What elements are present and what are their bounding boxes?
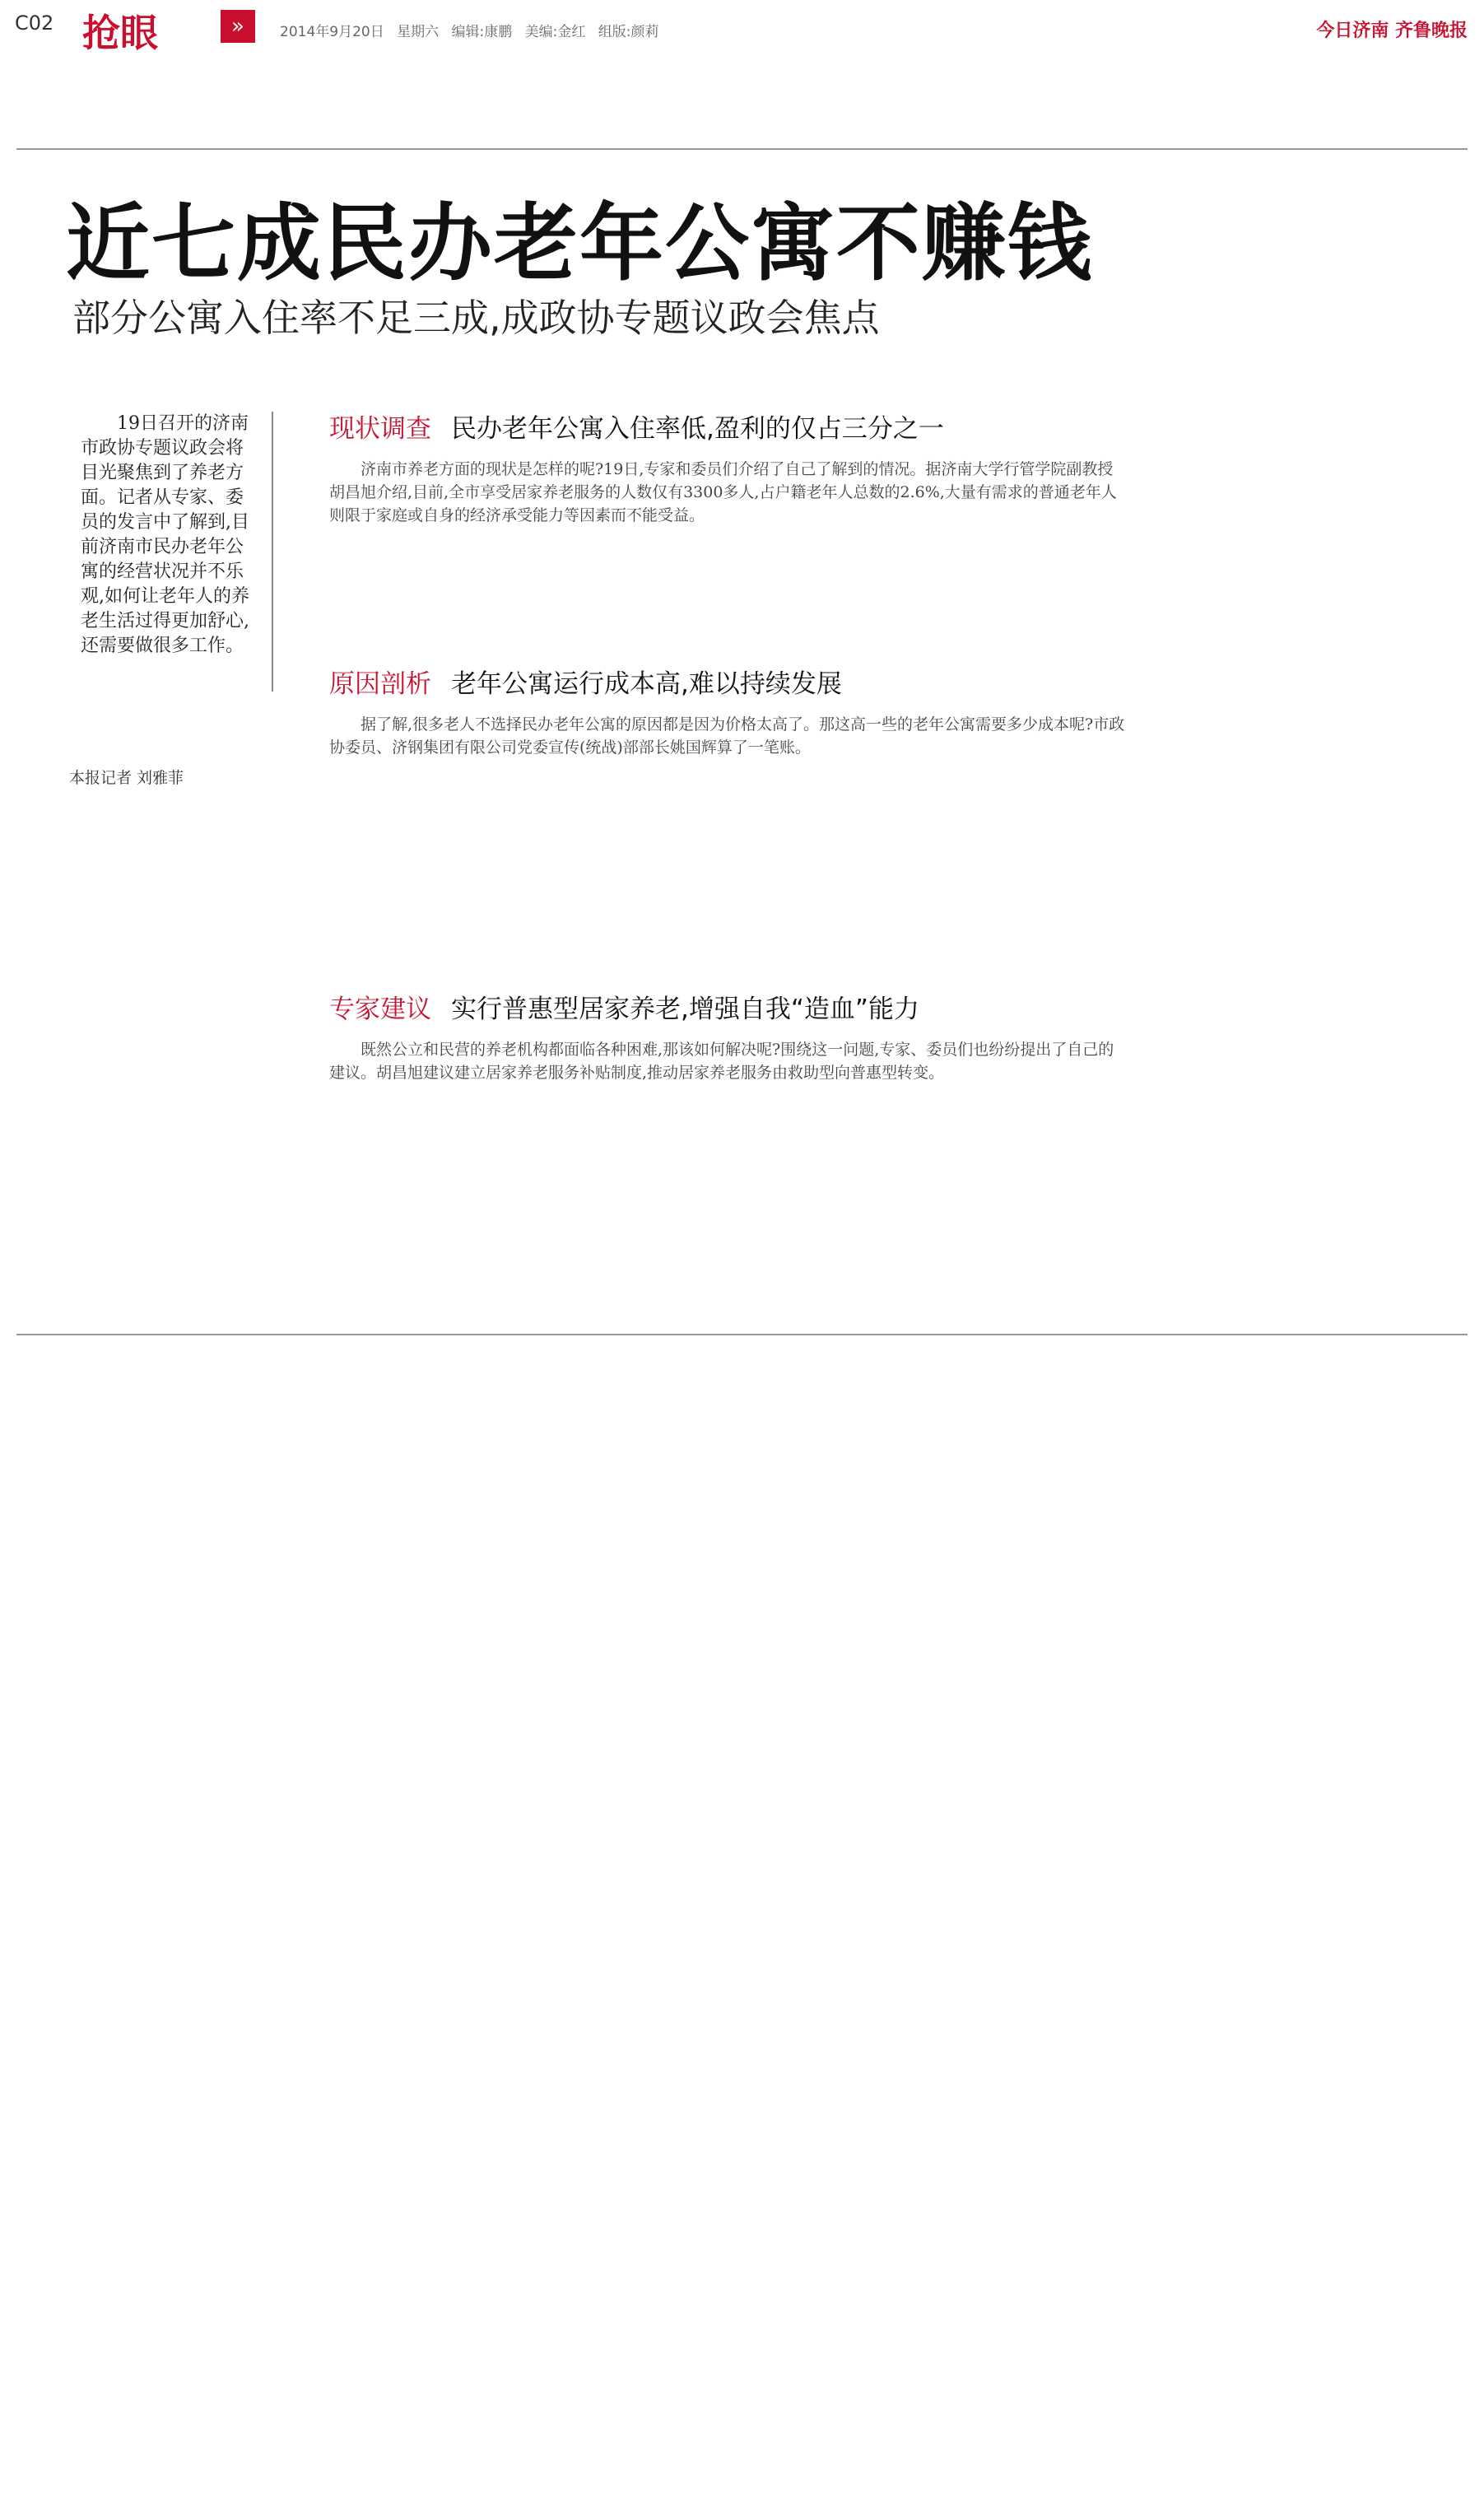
section-tag: 现状调查 [329,414,431,444]
top-divider [16,148,1468,150]
column-name: 抢眼 [82,11,158,55]
intro-summary: 19日召开的济南市政协专题议政会将目光聚焦到了养老方面。记者从专家、委员的发言中了解到,目前济南市民办老年公寓的经营状况并不乐观,如何让老年人的养老生活过得更加舒心,还需要做很多工作。 [69,412,273,692]
section-paragraph: 既然公立和民营的养老机构都面临各种困难,那该如何解决呢?围绕这一问题,专家、委员们也纷纷提出了自己的建议。胡昌旭建议建立居家养老服务补贴制度,推动居家养老服务由救助型向普惠型转变。 [329,1041,1114,1082]
section-tag: 专家建议 [329,995,431,1024]
column-arrow-icon: » [221,10,255,43]
newspaper-brand: 今日济南 齐鲁晚报 [1316,21,1468,41]
reporter-byline: 本报记者 刘雅菲 [69,769,184,787]
section-paragraph: 据了解,很多老人不选择民办老年公寓的原因都是因为价格太高了。那这高一些的老年公寓需要多少成本呢?市政协委员、济钢集团有限公司党委宣传(统战)部部长姚国辉算了一笔账。 [329,715,1125,757]
bottom-divider [16,1334,1468,1335]
section-status [329,408,1128,527]
section-heading [329,663,1128,700]
page-number: C02 [15,12,54,35]
section-title: 老年公寓运行成本高,难以持续发展 [451,669,842,699]
section-paragraph: 济南市养老方面的现状是怎样的呢?19日,专家和委员们介绍了自己了解到的情况。据济南大学行管学院副教授胡昌旭介绍,目前,全市享受居家养老服务的人数仅有3300多人,占户籍老年人总数的2.6%,大量有需求的普通老年人则限于家庭或自身的经济承受能力等因素而不能受益。 [329,460,1117,524]
section-advice [329,988,1128,1084]
section-title: 民办老年公寓入住率低,盈利的仅占三分之一 [451,414,944,444]
issue-meta: 2014年9月20日 星期六 编辑:康鹏 美编:金红 组版:颜莉 [280,24,659,40]
section-title: 实行普惠型居家养老,增强自我“造血”能力 [451,995,919,1024]
section-heading [329,408,1128,445]
page-header [0,0,1484,55]
section-heading [329,988,1128,1025]
main-headline: 近七成民办老年公寓不赚钱 [66,195,1093,293]
section-tag: 原因剖析 [329,669,431,699]
section-causes [329,663,1128,759]
sub-headline: 部分公寓入住率不足三成,成政协专题议政会焦点 [72,296,880,340]
